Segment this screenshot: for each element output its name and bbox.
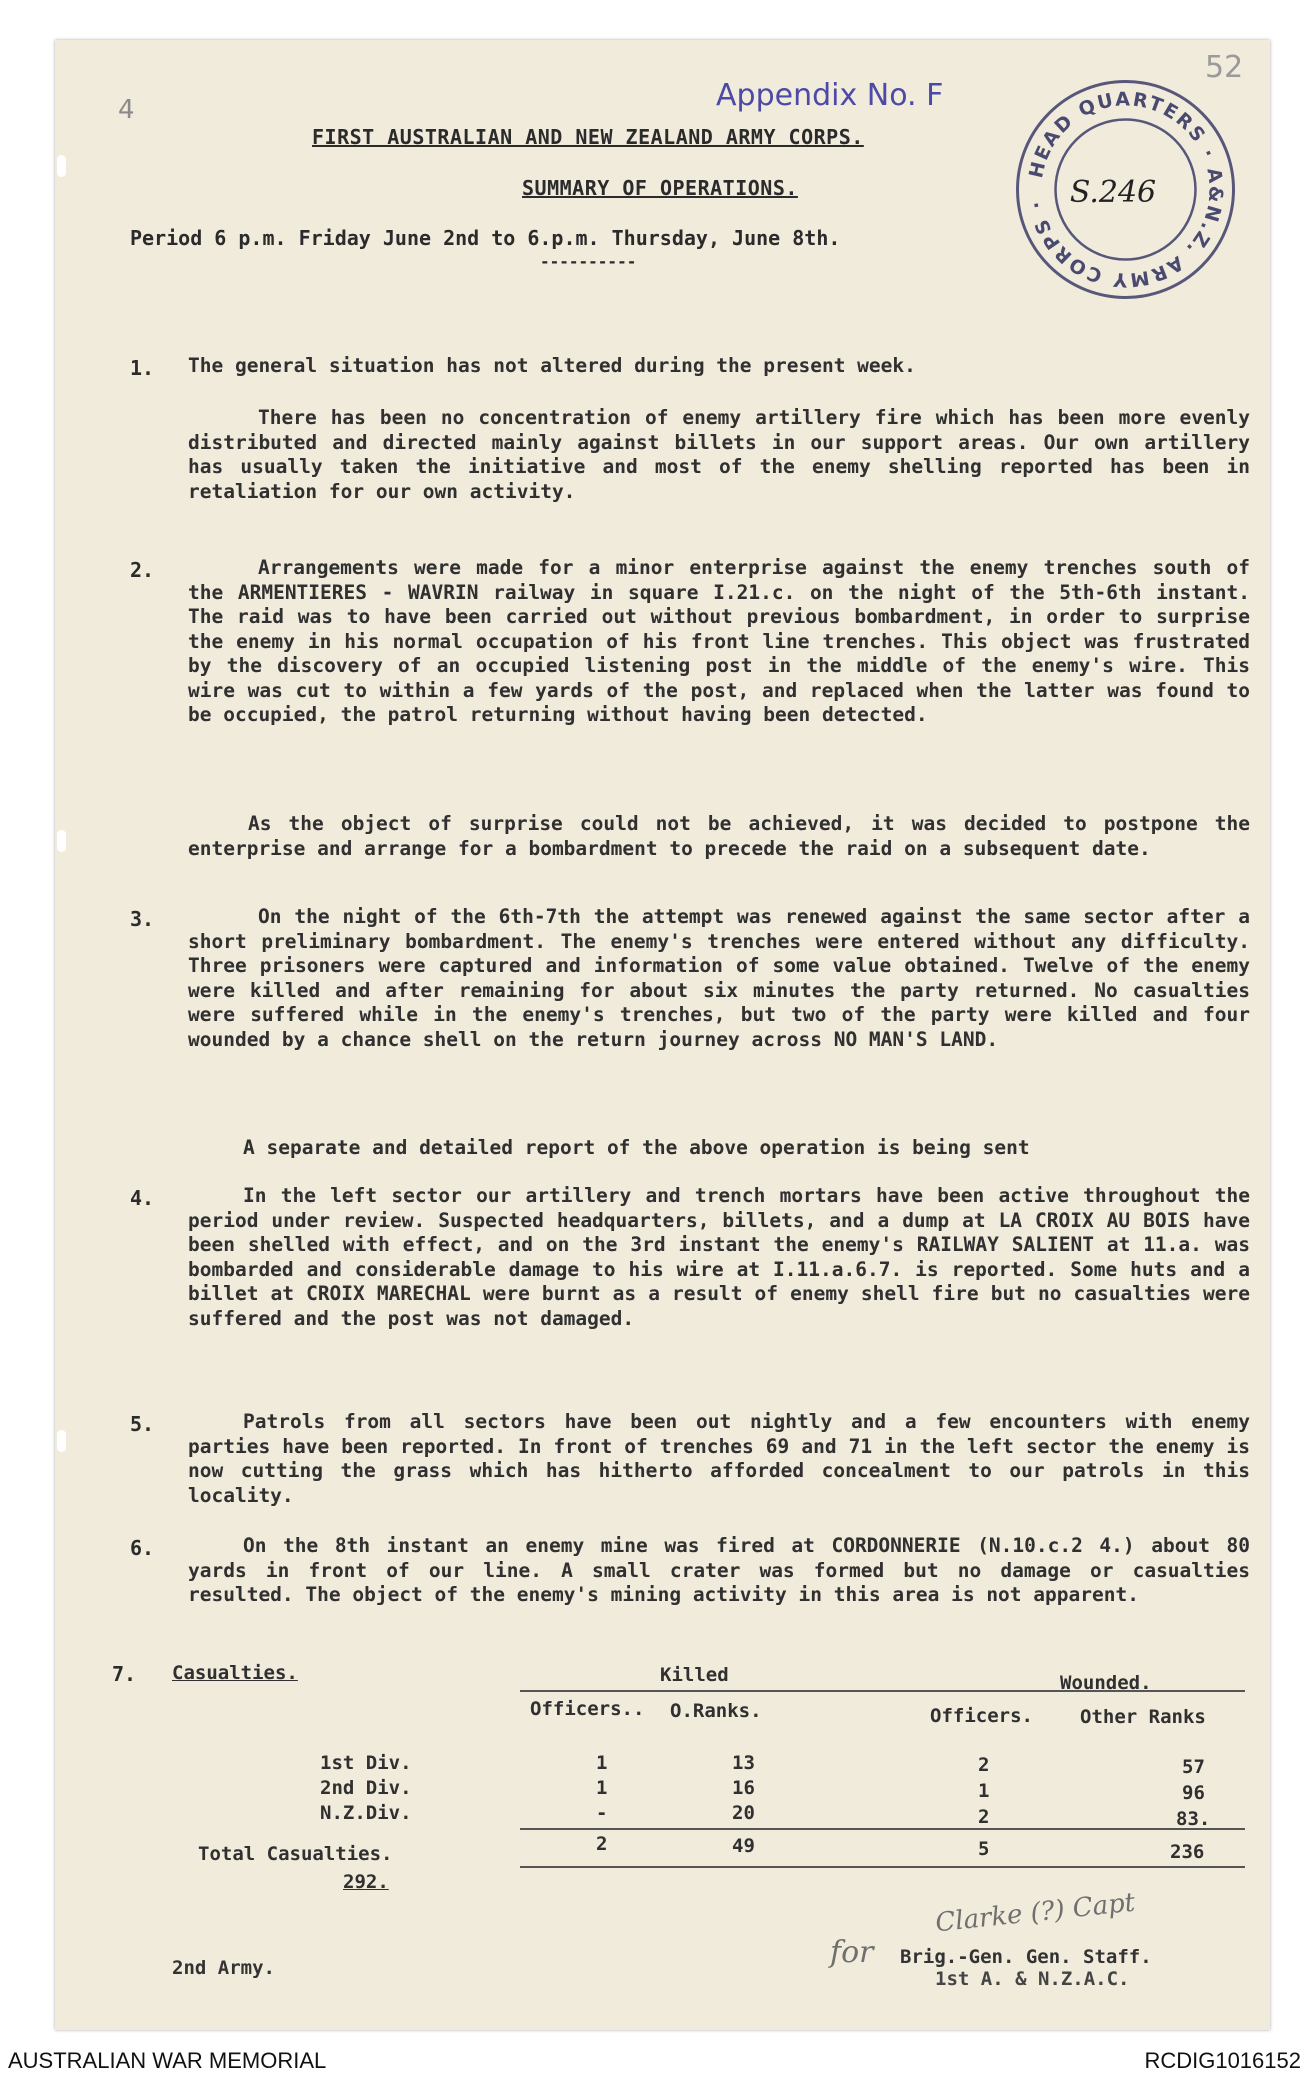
paragraph-5: Patrols from all sectors have been out nightly and a few encounters with enemy parties have been reported. In front of trenches 69 and 71 in the left sector the enemy is now cutting the grass which has hitherto afforded concealment to our patrols in this locality. xyxy=(188,1410,1250,1507)
cell: 57 xyxy=(1182,1756,1205,1778)
killed-ranks-header: O.Ranks. xyxy=(670,1700,762,1722)
killed-officers-header: Officers.. xyxy=(530,1698,645,1720)
row-unit: N.Z.Div. xyxy=(320,1802,412,1824)
casualties-label: Casualties. xyxy=(172,1662,298,1684)
page-number: 52 xyxy=(1205,50,1244,85)
total-label: Total Casualties. xyxy=(198,1843,393,1865)
cell: 236 xyxy=(1170,1841,1205,1863)
cell: 13 xyxy=(732,1752,755,1774)
punch-hole xyxy=(57,830,66,852)
wounded-header: Wounded. xyxy=(1060,1672,1152,1694)
period-line: Period 6 p.m. Friday June 2nd to 6.p.m. Thursday, June 8th. xyxy=(130,226,841,250)
row-unit: 2nd Div. xyxy=(320,1777,412,1799)
document-title: SUMMARY OF OPERATIONS. xyxy=(522,176,798,200)
paragraph-2b: As the object of surprise could not be achieved, it was decided to postpone the enterprise and arrange for a bombardment to precede the raid on a subsequent date. xyxy=(188,812,1250,860)
paragraph-number: 2. xyxy=(130,558,155,582)
corps-title: FIRST AUSTRALIAN AND NEW ZEALAND ARMY CORPS. xyxy=(312,125,864,149)
killed-header: Killed xyxy=(660,1664,729,1686)
distribution: 2nd Army. xyxy=(172,1957,275,1979)
cell: 83. xyxy=(1176,1808,1211,1830)
punch-hole xyxy=(57,1430,66,1452)
signature-name: Clarke (?) Capt xyxy=(933,1887,1137,1939)
wounded-officers-header: Officers. xyxy=(930,1705,1033,1727)
paragraph-1b: There has been no concentration of enemy artillery fire which has been more evenly distributed and directed mainly against billets in our support areas. Our own artillery has usually taken the initiative and most of the enemy shelling reported has been in retaliation for our own activity. xyxy=(188,406,1250,503)
cell: 2 xyxy=(978,1754,990,1776)
paragraph-2: Arrangements were made for a minor enterprise against the enemy trenches south of the ARMENTIERES - WAVRIN railway in square I.21.c. on the night of the 5th-6th instant. The raid was to have been carried out without previous bombardment, in order to surprise the enemy in his normal occupation of his front line trenches. This object was frustrated by the discovery of an occupied listening post in the middle of the enemy's wire. This wire was cut to within a few yards of the post, and replaced when the latter was found to be occupied, the patrol returning without having been detected. xyxy=(188,556,1250,726)
cell: 16 xyxy=(732,1777,755,1799)
table-rule xyxy=(520,1866,1245,1868)
paragraph-number: 4. xyxy=(130,1186,155,1210)
wounded-ranks-header: Other Ranks xyxy=(1080,1706,1206,1728)
header-rule: ---------- xyxy=(540,252,637,271)
pencil-mark: 4 xyxy=(118,95,135,125)
footer-institution: AUSTRALIAN WAR MEMORIAL xyxy=(8,2048,327,2073)
stamp-number: S.246 xyxy=(1069,175,1157,210)
paragraph-number: 6. xyxy=(130,1536,155,1560)
cell: 49 xyxy=(732,1835,755,1857)
stamp-ring-text: HEAD QUARTERS · A&N.Z. ARMY CORPS · xyxy=(1025,88,1227,291)
cell: 2 xyxy=(596,1833,608,1855)
table-rule xyxy=(520,1828,1245,1830)
cell: 1 xyxy=(978,1780,990,1802)
cell: 20 xyxy=(732,1802,755,1824)
row-unit: 1st Div. xyxy=(320,1752,412,1774)
signature-title: Brig.-Gen. Gen. Staff. xyxy=(900,1946,1152,1968)
punch-hole xyxy=(57,155,66,177)
paragraph-3: On the night of the 6th-7th the attempt was renewed against the same sector after a short preliminary bombardment. The enemy's trenches were entered without any difficulty. Three prisoners were captured and information of some value obtained. Twelve of the enemy were killed and after remaining for about six minutes the party returned. No casualties were suffered while in the enemy's trenches, but two of the party were killed and four wounded by a chance shell on the return journey across NO MAN'S LAND. xyxy=(188,905,1250,1051)
paragraph-3b: A separate and detailed report of the above operation is being sent xyxy=(243,1136,1030,1159)
paragraph-number: 7. xyxy=(112,1662,137,1686)
grand-total: 292. xyxy=(343,1871,389,1893)
paragraph-number: 1. xyxy=(130,356,155,380)
cell: 2 xyxy=(978,1806,990,1828)
signature-unit: 1st A. & N.Z.A.C. xyxy=(935,1968,1130,1990)
appendix-label: Appendix No. F xyxy=(716,78,944,113)
signature-for: for xyxy=(830,1935,874,1970)
paragraph-1: The general situation has not altered during the present week. xyxy=(188,354,916,377)
paragraph-4: In the left sector our artillery and trench mortars have been active throughout the period under review. Suspected headquarters, billets, and a dump at LA CROIX AU BOIS have been shelled with effect, and on the 3rd instant the enemy's RAILWAY SALIENT at 11.a. was bombarded and considerable damage to his wire at I.11.a.6.7. is reported. Some huts and a billet at CROIX MARECHAL were burnt as a result of enemy shell fire but no casualties were suffered and the post was not damaged. xyxy=(188,1184,1250,1330)
cell: 96 xyxy=(1182,1782,1205,1804)
paragraph-6: On the 8th instant an enemy mine was fired at CORDONNERIE (N.10.c.2 4.) about 80 yards in front of our line. A small crater was formed but no damage or casualties resulted. The object of the enemy's mining activity in this area is not apparent. xyxy=(188,1534,1250,1606)
footer-record-id: RCDIG1016152 xyxy=(1144,2048,1301,2073)
cell: 1 xyxy=(596,1777,608,1799)
table-rule xyxy=(520,1690,1245,1692)
paragraph-number: 3. xyxy=(130,907,155,931)
cell: 1 xyxy=(596,1752,608,1774)
paragraph-number: 5. xyxy=(130,1412,155,1436)
cell: 5 xyxy=(978,1838,990,1860)
head-quarters-stamp xyxy=(1013,77,1238,302)
cell: - xyxy=(596,1802,608,1824)
